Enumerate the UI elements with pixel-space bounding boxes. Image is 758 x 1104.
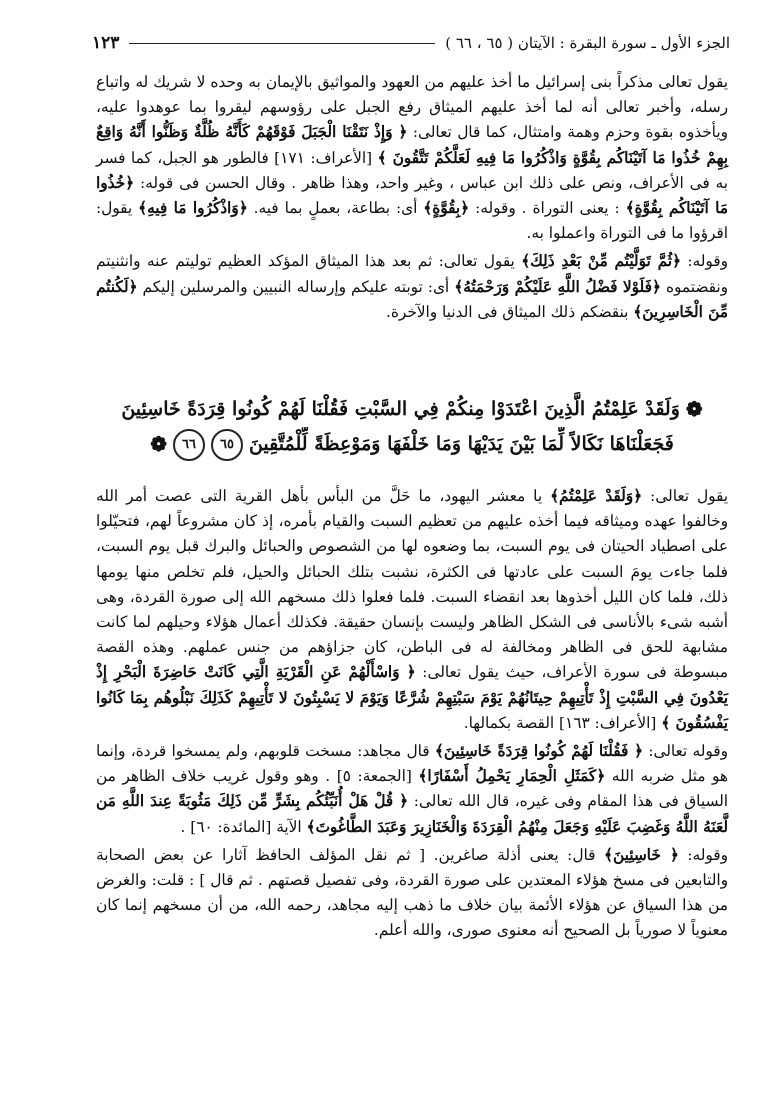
paragraph-5 [96,843,728,944]
ayah-number-badge: ٦٥ [211,429,243,461]
quran-quote: ﴿لَكُنتُم مِّنَ الْخَاسِرِينَ﴾ [96,277,728,321]
text-span: يقول تعالى: [650,487,728,505]
text-span: يقول تعالى: ثم بعد هذا الميثاق المؤكد العظيم توليتم عنه وانثنيتم ونقضتموه [96,252,728,296]
quran-quote: ﴿فَلَوْلا فَضْلُ اللَّهِ عَلَيْكُمْ وَرَحْمَتُهُ﴾ [454,277,661,296]
quran-quote: ﴿خُذُوا مَا آتَيْنَاكُم بِقُوَّةٍ﴾ [96,173,728,218]
text-span: وقوله: [687,252,728,271]
verse-text: فَجَعَلْنَاهَا نَكَالاً لِّمَا بَيْنَ يَدَيْهَا وَمَا خَلْفَهَا وَمَوْعِظَةً لِّلْمُتَّقِينَ [248,433,674,455]
text-span: وقوله تعالى: [648,742,728,761]
text-span: [الجمعة: ٥] . وهو وقول غريب خلاف الظاهر من السياق فى هذا المقام وفى غيره، قال الله تعالى: [96,767,729,811]
text-span: يقول: اقرؤوا ما فى التوراة واعملوا به. [96,199,728,243]
quran-quote: ﴿ثُمَّ تَوَلَّيْتُم مِّنْ بَعْدِ ذَلِكَ﴾ [521,252,681,271]
text-span: أى: توبته عليكم وإرساله النبيين والمرسلين إليكم [142,277,450,296]
text-span: أى: بطاعة، بعملٍ بما فيه. [253,199,418,218]
commentary-section-1 [96,70,728,328]
text-span: [الأعراف: ١٧١] فالطور هو الجبل، كما فسر به فى الأعراف، ونص على ذلك ابن عباس ، وغير واحد، وهذا ظاهر . وقال الحسن فى قوله: [96,148,728,192]
quran-quote: ﴿وَاذْكُرُوا مَا فِيهِ﴾ [138,199,248,218]
text-span: قال مجاهد: مسخت قلوبهم، ولم يمسخوا قردة، وإنما هو مثل ضربه الله [96,742,728,786]
page-number: ١٢٣ [92,33,120,53]
verse-ornament-icon: ❁ [150,432,167,456]
text-span: قال: يعنى أذلة صاغرين. [ ثم نقل المؤلف الحافظ آثارا عن بعض الصحابة والتابعين فى مسخ هؤلاء المعتدين على صورة القردة، وفى تفصيل قصتهم . ثم قال ] : قلت: والغرض من هذا السياق عن هؤلاء الأئمة بيان خلاف ما ذهب إليه مجاهد، رحمه الله، من أن مسخهم إنما كان معنوياً لا صورياً بل الصحيح أنه معنوى صورى، والله أعلم. [96,845,728,940]
paragraph-4 [96,739,728,840]
quran-quote: ﴿كَمَثَلِ الْحِمَارِ يَحْمِلُ أَسْفَارًا﴾ [418,767,606,786]
text-span: [الأعراف: ١٦٣] القصة بكمالها. [463,713,657,732]
quran-quote: ﴿ وَاسْأَلْهُمْ عَنِ الْقَرْيَةِ الَّتِي كَانَتْ حَاضِرَةَ الْبَحْرِ إِذْ يَعْدُونَ فِي السَّبْتِ إِذْ تَأْتِيهِمْ حِيتَانُهُمْ يَوْمَ سَبْتِهِمْ شُرَّعًا وَيَوْمَ لا يَسْبِتُونَ لا تَأْتِيهِمْ كَذَلِكَ نَبْلُوهُم بِمَا كَانُوا يَفْسُقُونَ ﴾ [96,663,728,732]
quran-quote: ﴿ وَإِذْ نَتَقْنَا الْجَبَلَ فَوْقَهُمْ كَأَنَّهُ ظُلَّةٌ وَظَنُّوا أَنَّهُ وَاقِعٌ بِهِمْ خُذُوا مَا آتَيْنَاكُم بِقُوَّةٍ وَاذْكُرُوا مَا فِيهِ لَعَلَّكُمْ تَتَّقُونَ ﴾ [96,123,728,167]
quran-quote: ﴿ خَاسِئِينَ﴾ [604,845,679,864]
text-span: : يعنى التوراة . وقوله: [475,199,620,218]
commentary-section-2 [96,484,728,947]
page-header [92,30,730,56]
text-span: يقول تعالى مذكراً بنى إسرائيل ما أخذ عليهم من العهود والمواثيق بالإيمان به وحده لا شريك له واتباع رسله، وأخبر تعالى أنه لما أخذ عليهم الميثاق رفع الجبل على رؤوسهم ليقروا بما عوهدوا عليه، ويأخذوه بقوة وحزم وهمة وامتثال، كما قال تعالى: [96,73,728,142]
quran-quote: ﴿ قُلْ هَلْ أُنَبِّئُكُم بِشَرٍّ مِّن ذَلِكَ مَثُوبَةً عِندَ اللَّهِ مَن لَّعَنَهُ اللَّهُ وَغَضِبَ عَلَيْهِ وَجَعَلَ مِنْهُمُ الْقِرَدَةَ وَالْخَنَازِيرَ وَعَبَدَ الطَّاغُوتَ﴾ [96,792,728,836]
quran-quote: ﴿بِقُوَّةٍ﴾ [423,199,470,218]
text-span: بنقضكم ذلك الميثاق فى الدنيا والآخرة. [386,302,629,321]
paragraph-2 [96,249,728,325]
quran-quote: ﴿ فَقُلْنَا لَهُمْ كُونُوا قِرَدَةً خَاسِئِينَ﴾ [434,742,643,761]
running-title: الجزء الأول ـ سورة البقرة : الآيتان ( ٦٥ ، ٦٦ ) [445,34,730,52]
ayah-number-badge: ٦٦ [173,429,205,461]
quran-verse-block [92,392,732,466]
verse-text: وَلَقَدْ عَلِمْتُمُ الَّذِينَ اعْتَدَوْا مِنكُمْ فِي السَّبْتِ فَقُلْنَا لَهُمْ كُونُوا قِرَدَةً خَاسِئِينَ [121,398,680,420]
quran-quote: ﴿وَلَقَدْ عَلِمْتُمُ﴾ [550,487,643,505]
verse-line-2 [92,427,732,462]
verse-ornament-icon: ❁ [685,397,703,421]
text-span: الآية [المائدة: ٦٠] . [180,817,302,836]
text-span: وقوله: [687,845,728,864]
paragraph-3 [96,484,728,736]
paragraph-1 [96,70,728,246]
verse-line-1 [92,392,732,427]
header-rule [129,43,435,44]
text-span: يا معشر اليهود، ما حَلَّ من البأس بأهل القرية التى عصت أمر الله وخالفوا عهده وميثاقه فيما أخذه عليهم من تعظيم السبت والقيام بأمره، إذ كان مشروعاً لهم، فتحيّلوا على اصطياد الحيتان فى يوم السبت، بما وضعوه لها من الشصوص والحبائل والبرك قبل يوم السبت، فلما جاءت يومَ السبت على عادتها فى الكثرة، نشبت بتلك الحبائل والحيل، فلم تخلص منها يومها ذلك، فلما كان الليل أخذوها بعد انقضاء السبت. فلما فعلوا ذلك مسخهم الله إلى صورة القردة، وهى أشبه شىء بالأناسى فى الشكل الظاهر وليست بإنسان حقيقة. فكذلك أعمال هؤلاء وحيلهم لما كانت مشابهة للحق فى الظاهر ومخالفة له فى الباطن، كان جزاؤهم من جنس عملهم. وهذه القصة مبسوطة فى سورة الأعراف، حيث يقول تعالى: [96,487,728,682]
